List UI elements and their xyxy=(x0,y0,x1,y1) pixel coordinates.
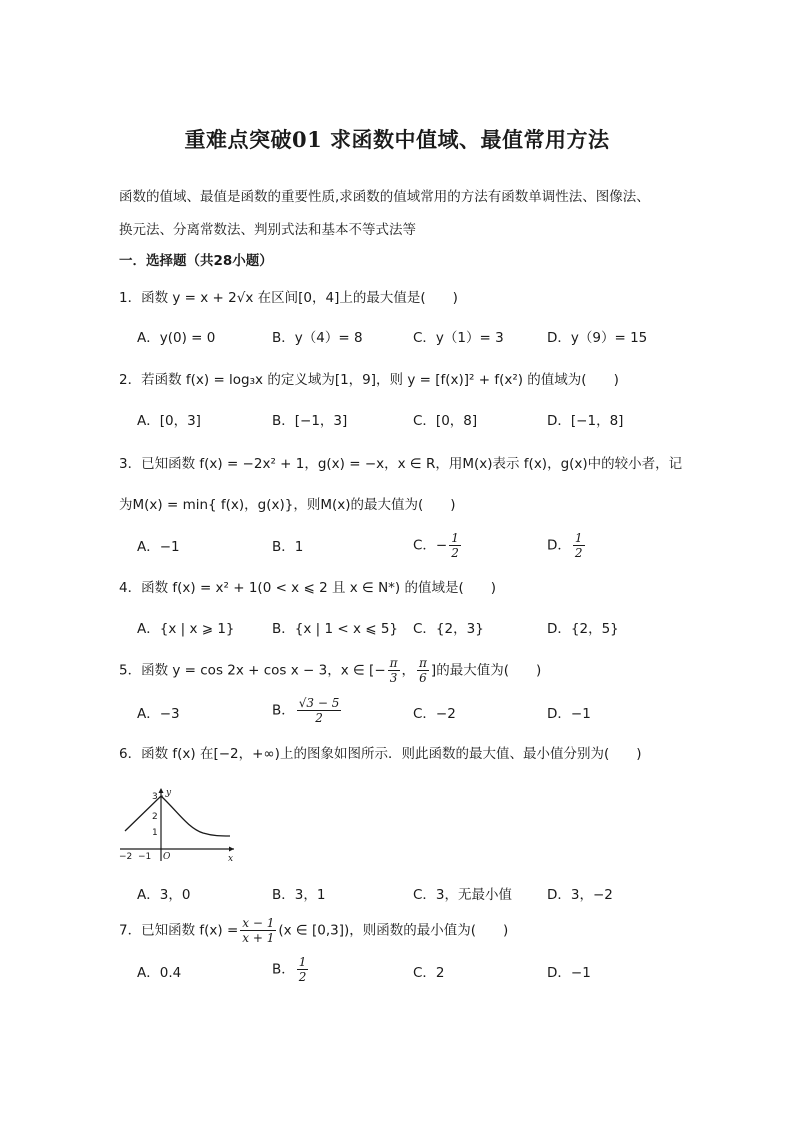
question-1-stem: 1．函数 y = x + 2√x 在区间[0，4]上的最大值是( ) xyxy=(119,290,458,306)
fraction xyxy=(240,916,276,945)
question-3-stem-line-2: 为M(x) = min{ f(x)，g(x)}，则M(x)的最大值为( ) xyxy=(119,497,456,513)
numerator: √3 − 5 xyxy=(298,696,340,710)
question-1-option-b: B．y（4）= 8 xyxy=(272,330,363,346)
numerator: 1 xyxy=(298,955,307,969)
denominator: 3 xyxy=(389,671,398,685)
question-4-option-c: C．{2，3} xyxy=(413,621,484,637)
y-axis-arrow xyxy=(159,788,164,793)
x-tick-neg-1: −1 xyxy=(138,852,152,862)
y-tick-1: 1 xyxy=(152,828,158,838)
y-tick-2: 2 xyxy=(152,812,158,822)
fraction xyxy=(297,696,342,725)
origin-label: O xyxy=(163,852,171,862)
intro-line-1: 函数的值域、最值是函数的重要性质,求函数的值域常用的方法有函数单调性法、图像法、 xyxy=(119,189,650,205)
question-2-option-a: A．[0，3] xyxy=(137,413,201,429)
question-5-option-d: D．−1 xyxy=(547,706,591,722)
denominator: 2 xyxy=(451,546,459,560)
question-7-option-d: D．−1 xyxy=(547,965,591,981)
question-7-option-c: C．2 xyxy=(413,965,445,981)
question-1-option-d: D．y（9）= 15 xyxy=(547,330,648,346)
fraction xyxy=(573,531,585,560)
numerator: π xyxy=(389,656,398,670)
question-6-option-d: D．3，−2 xyxy=(547,887,613,903)
x-tick-neg-2: −2 xyxy=(119,852,133,862)
question-2-option-b: B．[−1，3] xyxy=(272,413,348,429)
question-3-option-b: B．1 xyxy=(272,539,304,555)
denominator: x + 1 xyxy=(242,931,275,945)
question-6-option-c: C．3，无最小值 xyxy=(413,887,513,903)
question-3-stem-line-1: 3．已知函数 f(x) = −2x² + 1，g(x) = −x，x ∈ R，用M(x)表示 f(x)，g(x)中的较小者，记 xyxy=(119,456,683,472)
stem-suffix: (x ∈ [0,3])，则函数的最小值为( ) xyxy=(278,922,509,939)
question-7-option-a: A．0.4 xyxy=(137,965,182,981)
question-2-option-c: C．[0，8] xyxy=(413,413,478,429)
y-tick-3: 3 xyxy=(152,792,158,802)
stem-prefix: 7．已知函数 f(x) = xyxy=(119,922,239,939)
question-6-stem: 6．函数 f(x) 在[−2，+∞)上的图象如图所示．则此函数的最大值、最小值分别为( ) xyxy=(119,746,642,762)
question-3-option-d xyxy=(547,531,587,560)
function-curve xyxy=(125,796,230,836)
question-2-stem: 2．若函数 f(x) = log₃x 的定义域为[1，9]，则 y = [f(x)]² + f(x²) 的值域为( ) xyxy=(119,372,619,388)
question-7-stem xyxy=(119,916,508,945)
question-4-option-b: B．{x | 1 < x ⩽ 5} xyxy=(272,621,399,637)
option-b-label: B． xyxy=(272,702,295,719)
question-5-option-a: A．−3 xyxy=(137,706,180,722)
denominator: 2 xyxy=(315,711,323,725)
stem-prefix: 5．函数 y = cos 2x + cos x − 3，x ∈ [− xyxy=(119,662,386,679)
option-c-label: C．− xyxy=(413,537,448,554)
numerator: x − 1 xyxy=(242,916,275,930)
fraction xyxy=(297,955,309,984)
denominator: 2 xyxy=(298,970,307,984)
fraction-pi-6 xyxy=(417,656,429,685)
fraction-pi-3 xyxy=(388,656,400,685)
function-graph xyxy=(118,786,238,864)
denominator: 2 xyxy=(574,546,583,560)
denominator: 6 xyxy=(419,671,427,685)
y-axis-label: y xyxy=(166,788,172,798)
numerator: 1 xyxy=(451,531,459,545)
question-4-stem: 4．函数 f(x) = x² + 1(0 < x ⩽ 2 且 x ∈ N*) 的值域是( ) xyxy=(119,580,497,596)
question-5-option-c: C．−2 xyxy=(413,706,456,722)
question-5-stem xyxy=(119,656,541,685)
question-3-option-c xyxy=(413,531,463,560)
question-2-option-d: D．[−1，8] xyxy=(547,413,624,429)
question-5-option-b xyxy=(272,696,343,725)
stem-mid: ， xyxy=(401,662,416,679)
option-d-label: D． xyxy=(547,537,571,554)
question-6-option-b: B．3，1 xyxy=(272,887,326,903)
numerator: π xyxy=(419,656,427,670)
stem-suffix: ]的最大值为( ) xyxy=(430,662,542,679)
section-heading: 一．选择题（共28小题） xyxy=(119,253,273,269)
question-3-option-a: A．−1 xyxy=(137,539,180,555)
x-axis-label: x xyxy=(228,854,234,864)
question-1-option-c: C．y（1）= 3 xyxy=(413,330,504,346)
x-axis-arrow xyxy=(229,847,234,852)
option-b-label: B． xyxy=(272,961,295,978)
numerator: 1 xyxy=(574,531,583,545)
question-4-option-d: D．{2，5} xyxy=(547,621,619,637)
fraction xyxy=(449,531,461,560)
page-title: 重难点突破01 求函数中值域、最值常用方法 xyxy=(184,127,610,152)
intro-line-2: 换元法、分离常数法、判别式法和基本不等式法等 xyxy=(119,222,416,238)
question-7-option-b xyxy=(272,955,310,984)
question-1-option-a: A．y(0) = 0 xyxy=(137,330,216,346)
question-6-option-a: A．3，0 xyxy=(137,887,191,903)
question-4-option-a: A．{x | x ⩾ 1} xyxy=(137,621,235,637)
